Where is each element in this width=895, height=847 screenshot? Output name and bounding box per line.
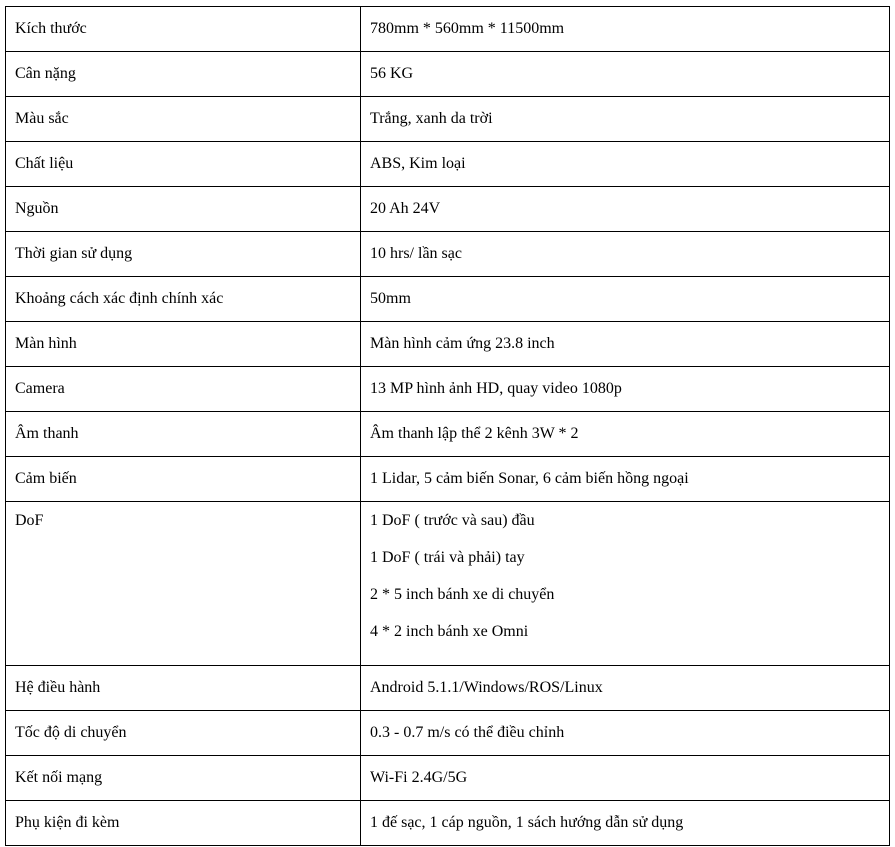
spec-value: 0.3 - 0.7 m/s có thể điều chỉnh — [361, 711, 890, 756]
spec-label: Chất liệu — [6, 142, 361, 187]
spec-value: 56 KG — [361, 52, 890, 97]
spec-label: Kích thước — [6, 7, 361, 52]
spec-value: 13 MP hình ảnh HD, quay video 1080p — [361, 367, 890, 412]
table-row — [6, 277, 890, 322]
spec-value: Trắng, xanh da trời — [361, 97, 890, 142]
spec-value-line: 1 DoF ( trái và phải) tay — [370, 549, 525, 566]
spec-value: ABS, Kim loại — [361, 142, 890, 187]
table-row — [6, 367, 890, 412]
spec-label: Nguồn — [6, 187, 361, 232]
spec-label: Camera — [6, 367, 361, 412]
table-row — [6, 142, 890, 187]
table-row-dof — [6, 502, 890, 666]
spec-label: Kết nối mạng — [6, 756, 361, 801]
spec-label: Âm thanh — [6, 412, 361, 457]
table-row — [6, 187, 890, 232]
spec-label: Thời gian sử dụng — [6, 232, 361, 277]
spec-value: 10 hrs/ lần sạc — [361, 232, 890, 277]
table-row — [6, 7, 890, 52]
spec-value-line: 1 DoF ( trước và sau) đầu — [370, 512, 535, 529]
spec-label: DoF — [6, 502, 361, 666]
spec-value: Android 5.1.1/Windows/ROS/Linux — [361, 666, 890, 711]
spec-value: 20 Ah 24V — [361, 187, 890, 232]
spec-value: Wi-Fi 2.4G/5G — [361, 756, 890, 801]
table-row — [6, 457, 890, 502]
spec-value: 780mm * 560mm * 11500mm — [361, 7, 890, 52]
spec-table — [5, 6, 890, 846]
table-row — [6, 756, 890, 801]
table-row — [6, 97, 890, 142]
spec-value: Âm thanh lập thể 2 kênh 3W * 2 — [361, 412, 890, 457]
table-row — [6, 52, 890, 97]
spec-label: Màu sắc — [6, 97, 361, 142]
spec-value: Màn hình cảm ứng 23.8 inch — [361, 322, 890, 367]
spec-value: 1 Lidar, 5 cảm biến Sonar, 6 cảm biến hồng ngoại — [361, 457, 890, 502]
spec-value-line: 2 * 5 inch bánh xe di chuyển — [370, 586, 555, 603]
spec-label: Hệ điều hành — [6, 666, 361, 711]
spec-value-line: 4 * 2 inch bánh xe Omni — [370, 623, 529, 640]
table-row — [6, 412, 890, 457]
spec-value-list — [361, 502, 890, 666]
table-row — [6, 232, 890, 277]
spec-value: 50mm — [361, 277, 890, 322]
spec-label: Cân nặng — [6, 52, 361, 97]
spec-label: Phụ kiện đi kèm — [6, 801, 361, 846]
spec-value: 1 đế sạc, 1 cáp nguồn, 1 sách hướng dẫn sử dụng — [361, 801, 890, 846]
table-row — [6, 322, 890, 367]
spec-label: Khoảng cách xác định chính xác — [6, 277, 361, 322]
spec-label: Tốc độ di chuyển — [6, 711, 361, 756]
table-row — [6, 711, 890, 756]
table-row — [6, 666, 890, 711]
table-row — [6, 801, 890, 846]
spec-label: Cảm biến — [6, 457, 361, 502]
spec-label: Màn hình — [6, 322, 361, 367]
